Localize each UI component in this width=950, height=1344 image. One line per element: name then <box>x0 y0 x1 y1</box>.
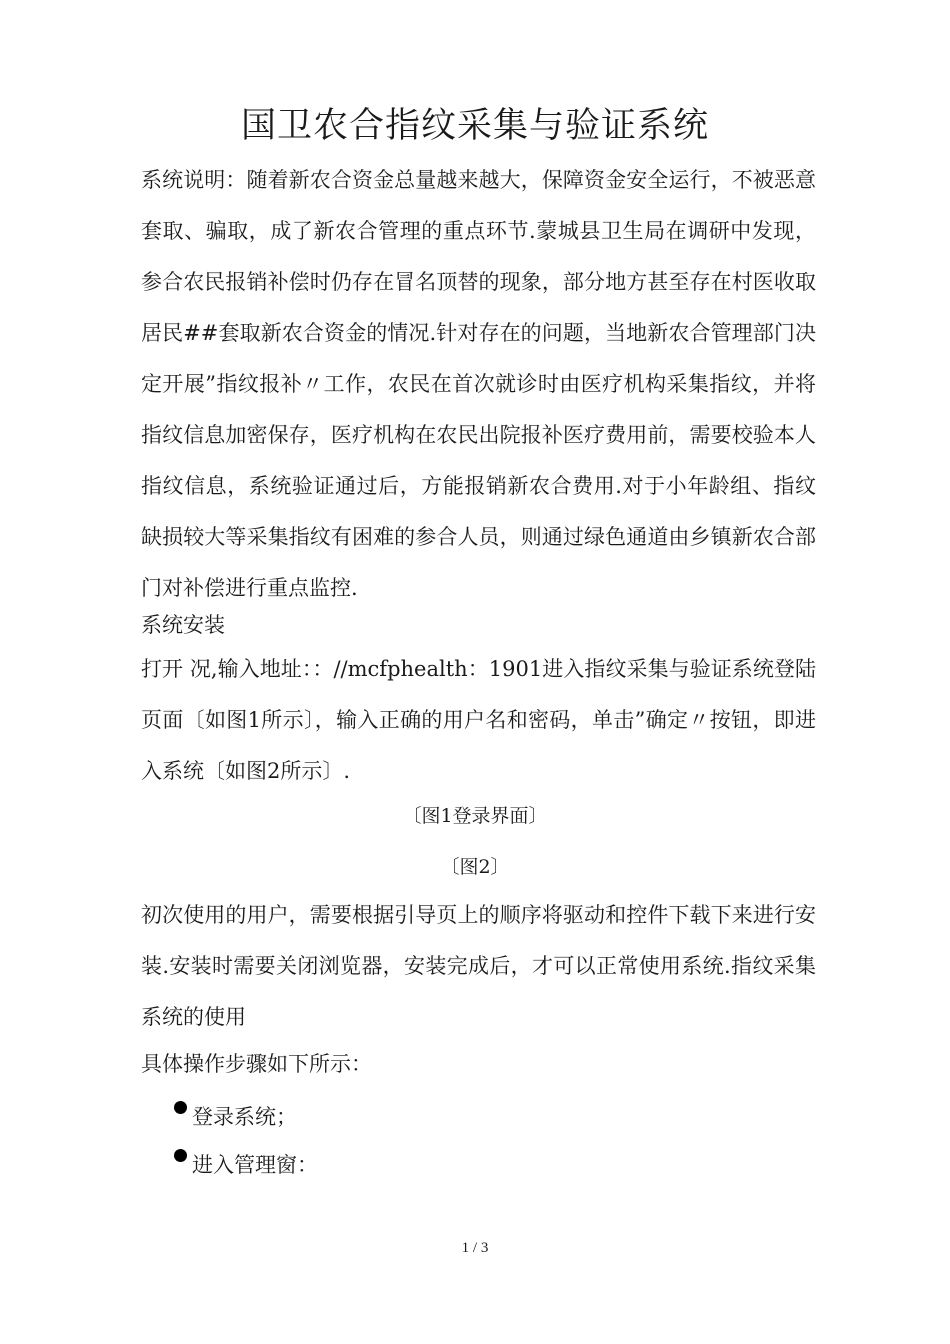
figure2-caption: 〔图2〕 <box>440 856 510 878</box>
first-use-paragraph: 初次使用的用户，需要根据引导页上的顺序将驱动和控件下载下来进行安装.安装时需要关闭浏览器，安装完成后，才可以正常使用系统.指纹采集系统的使用 <box>141 903 816 1029</box>
figure1-caption: 〔图1登录界面〕 <box>402 805 548 827</box>
bullet-icon <box>174 1149 187 1162</box>
list-item-label: 登录系统； <box>192 1105 297 1129</box>
section-heading-install: 系统安装 <box>141 613 225 637</box>
list-item-label: 进入管理窗： <box>192 1153 318 1177</box>
intro-paragraph: 系统说明：随着新农合资金总量越来越大，保障资金安全运行，不被恶意套取、骗取，成了新农合管理的重点环节.蒙城县卫生局在调研中发现，参合农民报销补偿时仍存在冒名顶替的现象，部分地方甚至存在村医收取居民##套取新农合资金的情况.针对存在的问题，当地新农合管理部门决定开展”指纹报补〃工作，农民在首次就诊时由医疗机构采集指纹，并将指纹信息加密保存，医疗机构在农民出院报补医疗费用前，需要校验本人指纹信息，系统验证通过后，方能报销新农合费用.对于小年龄组、指纹缺损较大等采集指纹有困难的参合人员，则通过绿色通道由乡镇新农合部门对补偿进行重点监控. <box>141 168 816 600</box>
bullet-icon <box>174 1101 187 1114</box>
document-title: 国卫农合指纹采集与验证系统 <box>240 106 709 146</box>
install-paragraph: 打开 况,输入地址：：//mcfphealth：1901进入指纹采集与验证系统登陆页面〔如图1所示〕，输入正确的用户名和密码，单击”确定〃按钮，即进入系统〔如图2所示〕. <box>141 657 816 783</box>
page-number: 1 / 3 <box>461 1240 489 1256</box>
steps-intro-paragraph: 具体操作步骤如下所示： <box>141 1052 372 1076</box>
